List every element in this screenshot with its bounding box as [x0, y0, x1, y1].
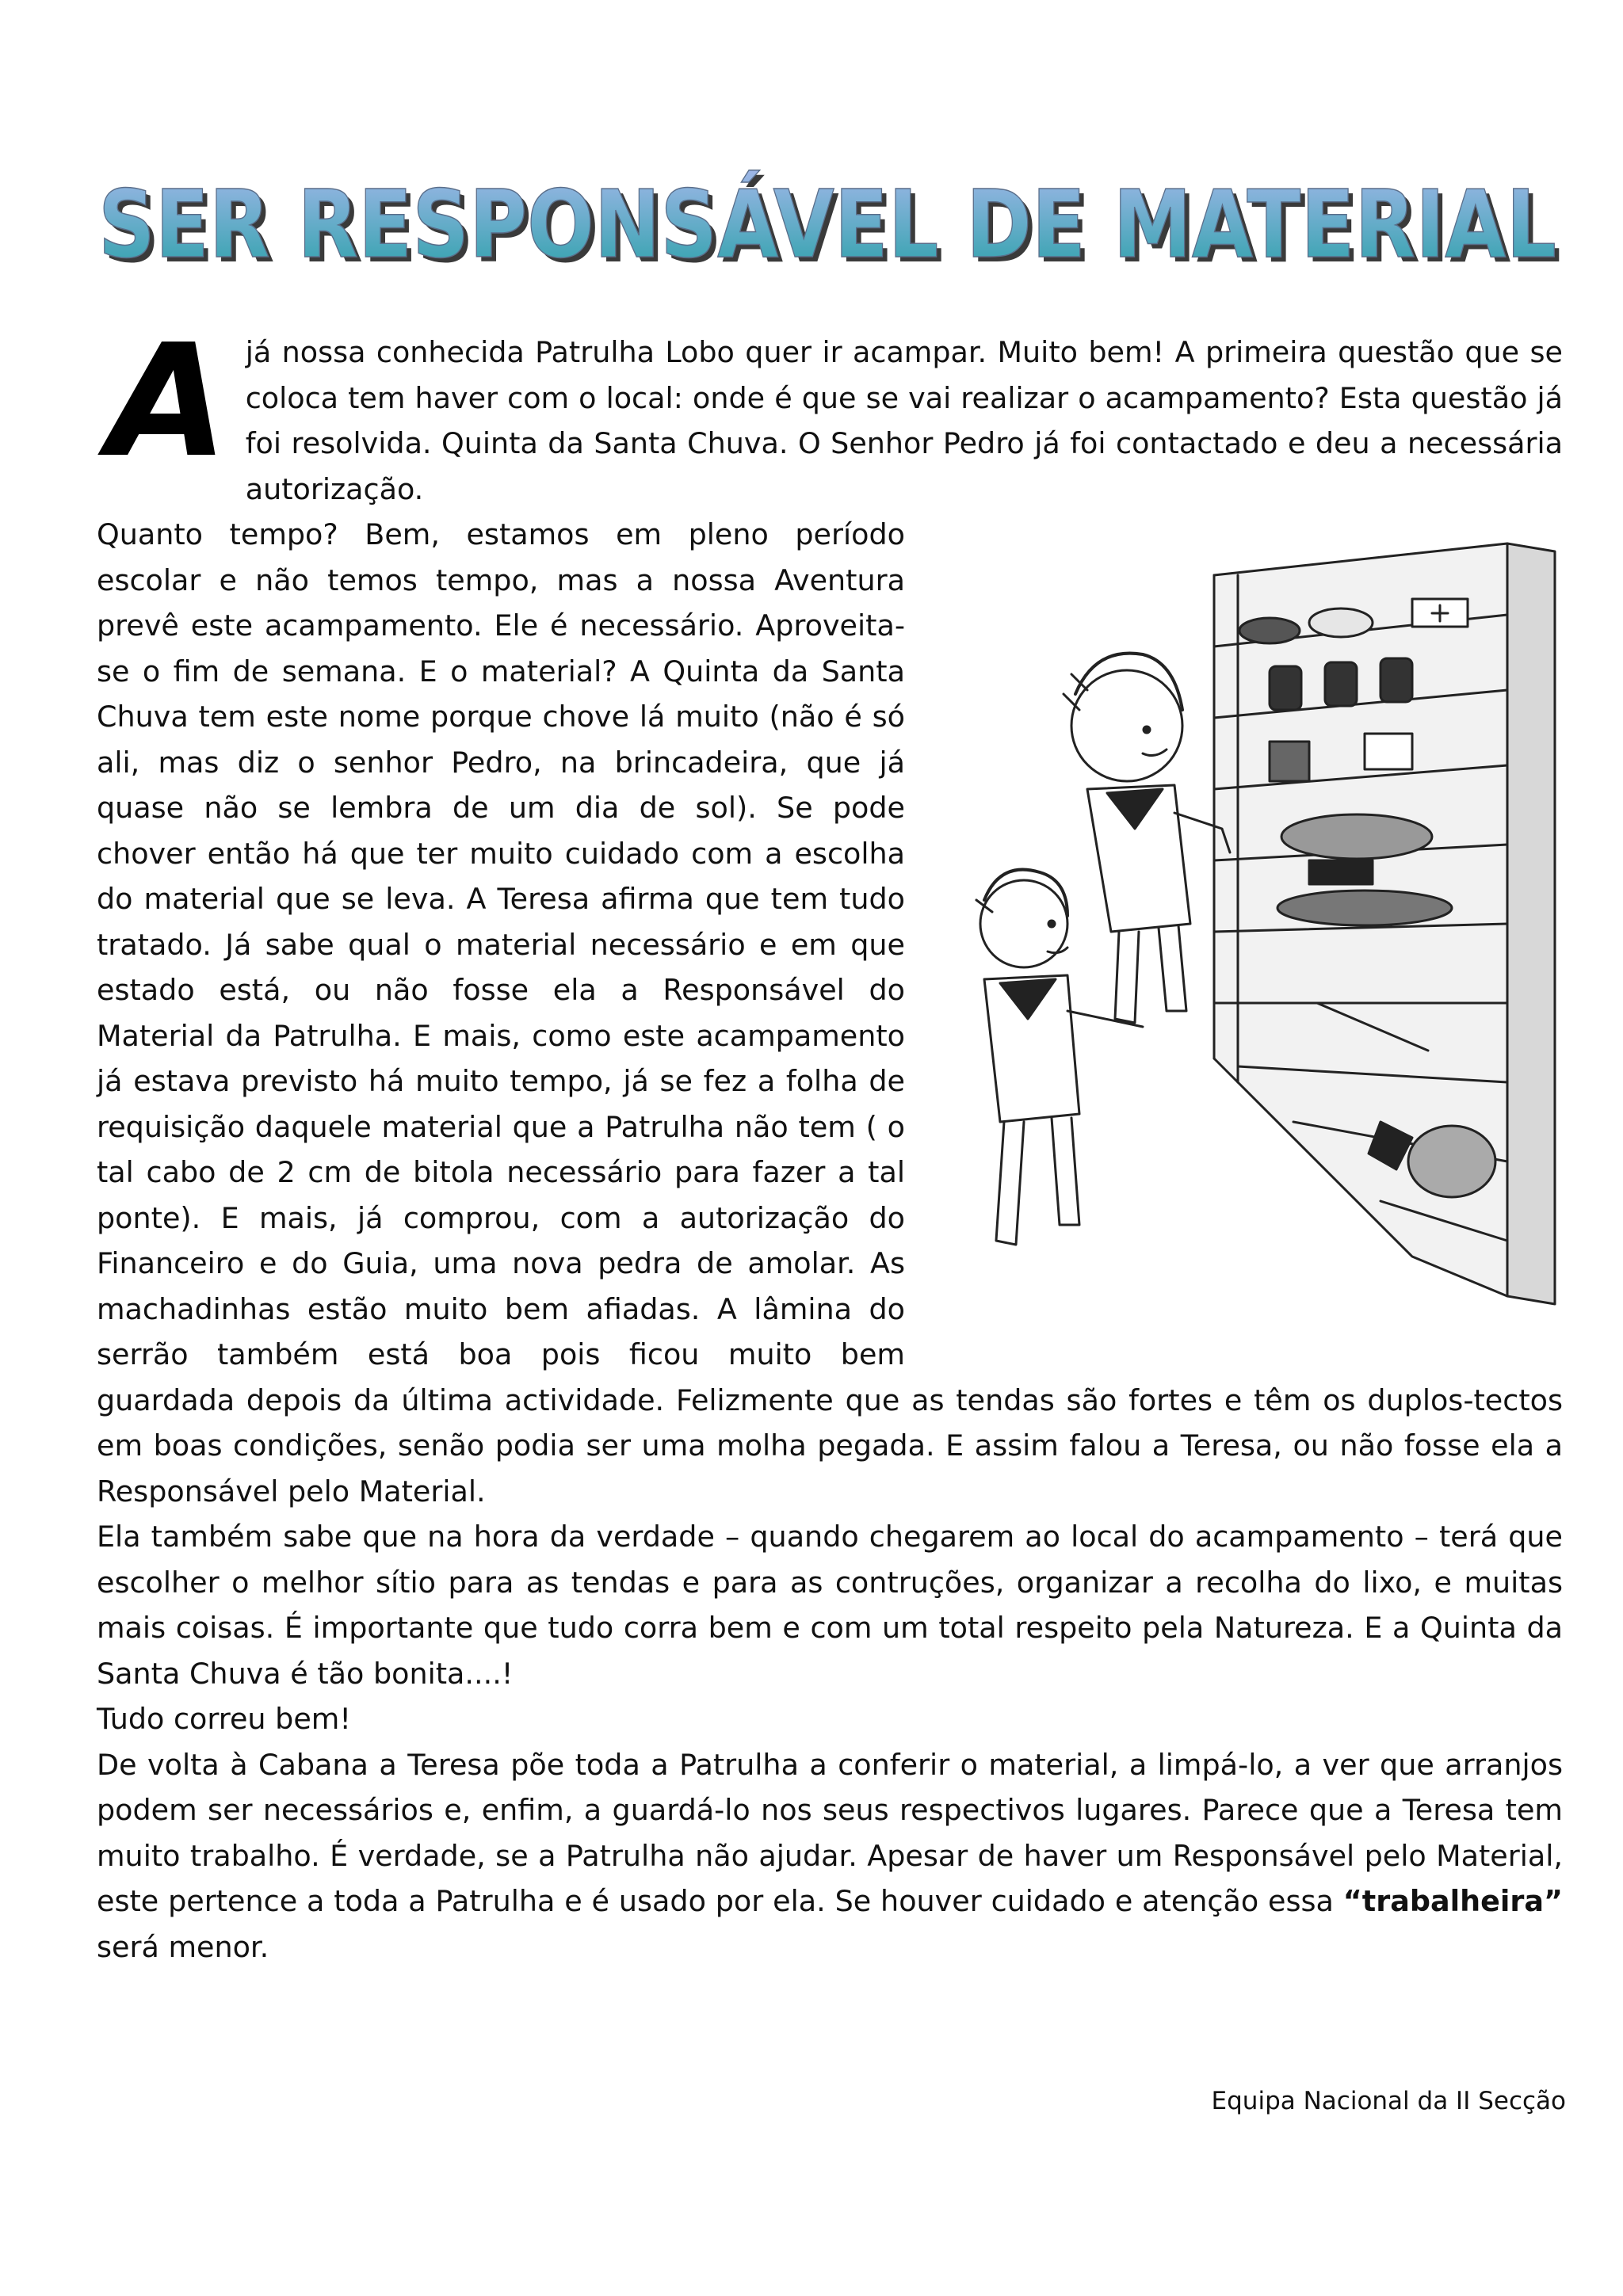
paragraph-5: [97, 1742, 1563, 1970]
paragraph-1-text: já nossa conhecida Patrulha Lobo quer ir acampar. Muito bem! A primeira questão que se coloca tem haver com o local: onde é que se vai realizar o acampamento? Esta questão já foi resolvida. Quinta da Santa Chuva. O Senhor Pedro já foi contactado e deu a necessária autorização.: [245, 335, 1563, 506]
paragraph-5-closing: será menor.: [97, 1929, 269, 1964]
paragraph-3: Ela também sabe que na hora da verdade – quando chegarem ao local do acampamento – terá que escolher o melhor sítio para as tendas e para as contruções, organizar a recolha do lixo, e muitas mais coisas. É importante que tudo corra bem e com um total respeito pela Natureza. E a Quinta da Santa Chuva é tão bonita....!: [97, 1520, 1563, 1691]
paragraph-5-text: De volta à Cabana a Teresa põe toda a Patrulha a conferir o material, a limpá-lo, a ver que arranjos podem ser necessários e, enfim, a guardá-lo nos seus respectivos lugares. Parece que a Teresa tem muito trabalho. É verdade, se a Patrulha não ajudar. Apesar de haver um Responsável pelo Material, este pertence a toda a Patrulha e é usado por ela. Se houver cuidado e atenção essa: [97, 1747, 1563, 1918]
article-body: [97, 311, 1563, 1970]
page-title: [94, 155, 1568, 274]
paragraph-2-text: Quanto tempo? Bem, estamos em pleno período escolar e não temos tempo, mas a nossa Aventura prevê este acampamento. Ele é necessário. Aproveita-se o fim de semana. E o material? A Quinta da Santa Chuva tem este nome porque chove lá muito (não é só ali, mas diz o senhor Pedro, na brincadeira, que já quase não se lembra de um dia de sol). Se pode chover então há que ter muito cuidado com a escolha do material que se leva. A Teresa afirma que tem tudo tratado. Já sabe qual o material necessário e em que estado está, ou não fosse ela a Responsável do Material da Patrulha. E mais, como este acampamento já estava previsto há muito tempo, já se fez a folha de requisição daquele material que a Patrulha não tem ( o tal cabo de 2 cm de bitola necessário para fazer a tal ponte). E mais, já comprou, com a autorização do Financeiro e do Guia, uma nova pedra de amolar. As machadinhas estão muito bem afiadas. A lâmina do serrão também está boa pois ficou muito bem guardada depois da última actividade. Felizmente que as tendas são fortes e têm os duplos-tectos em boas condições, senão podia ser uma molha pegada. E assim falou a Teresa, ou não fosse ela a Responsável pelo Material.: [97, 517, 1563, 1508]
footer-signature: Equipa Nacional da II Secção: [1211, 2087, 1566, 2115]
title-text: SER RESPONSÁVEL DE MATERIAL: [98, 170, 1556, 274]
emphasis-trabalheira: “trabalheira”: [1342, 1884, 1563, 1918]
paragraph-2: [97, 512, 1563, 1514]
paragraph-1: [97, 311, 1563, 512]
drop-cap: A: [108, 311, 228, 492]
paragraph-4: Tudo correu bem!: [97, 1702, 351, 1736]
scouts-shelf-illustration: [937, 512, 1563, 1371]
title-shadow: SER RESPONSÁVEL DE MATERIAL: [103, 174, 1561, 274]
